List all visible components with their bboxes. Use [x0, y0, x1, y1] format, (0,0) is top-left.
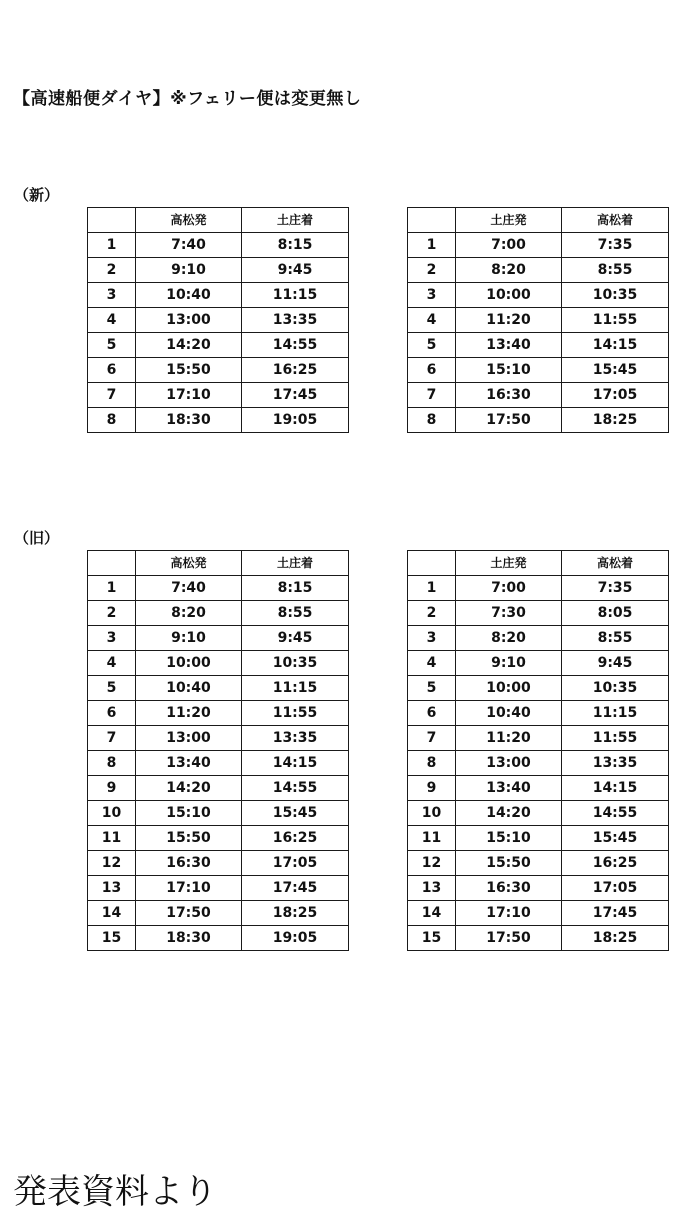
- table-row: [88, 901, 349, 926]
- table-row: [88, 701, 349, 726]
- trip-number: 5: [88, 333, 136, 358]
- departure-time: 17:50: [136, 901, 242, 926]
- table-row: [88, 383, 349, 408]
- trip-number: 8: [408, 408, 456, 433]
- trip-number: 14: [88, 901, 136, 926]
- arrival-time: 17:45: [242, 876, 349, 901]
- departure-time: 11:20: [136, 701, 242, 726]
- departure-time: 15:50: [136, 826, 242, 851]
- trip-number: 8: [88, 408, 136, 433]
- trip-number: 12: [88, 851, 136, 876]
- arrival-time: 11:15: [242, 676, 349, 701]
- arrival-time: 14:15: [242, 751, 349, 776]
- arrival-time: 17:05: [562, 876, 669, 901]
- trip-number: 1: [88, 576, 136, 601]
- departure-time: 16:30: [456, 383, 562, 408]
- table-row: [88, 876, 349, 901]
- arrival-time: 16:25: [242, 826, 349, 851]
- trip-number: 8: [88, 751, 136, 776]
- trip-number: 13: [88, 876, 136, 901]
- table-header-row: [88, 551, 349, 576]
- departure-time: 15:50: [456, 851, 562, 876]
- table-row: [88, 283, 349, 308]
- header-blank: [88, 208, 136, 233]
- arrival-time: 15:45: [562, 826, 669, 851]
- trip-number: 8: [408, 751, 456, 776]
- departure-time: 13:40: [136, 751, 242, 776]
- trip-number: 7: [88, 383, 136, 408]
- trip-number: 6: [88, 701, 136, 726]
- arrival-time: 15:45: [562, 358, 669, 383]
- arrival-time: 9:45: [242, 258, 349, 283]
- arrival-time: 18:25: [562, 408, 669, 433]
- trip-number: 1: [88, 233, 136, 258]
- header-departure: 高松発: [136, 551, 242, 576]
- trip-number: 2: [88, 258, 136, 283]
- table-row: [408, 258, 669, 283]
- header-blank: [408, 208, 456, 233]
- departure-time: 16:30: [136, 851, 242, 876]
- table-row: [408, 726, 669, 751]
- trip-number: 2: [408, 258, 456, 283]
- table-row: [408, 676, 669, 701]
- arrival-time: 14:15: [562, 776, 669, 801]
- arrival-time: 7:35: [562, 576, 669, 601]
- arrival-time: 8:15: [242, 233, 349, 258]
- trip-number: 5: [408, 676, 456, 701]
- trip-number: 14: [408, 901, 456, 926]
- departure-time: 9:10: [456, 651, 562, 676]
- arrival-time: 10:35: [562, 676, 669, 701]
- arrival-time: 15:45: [242, 801, 349, 826]
- departure-time: 15:10: [136, 801, 242, 826]
- departure-time: 10:40: [136, 283, 242, 308]
- trip-number: 2: [88, 601, 136, 626]
- table-row: [88, 801, 349, 826]
- table-row: [408, 701, 669, 726]
- trip-number: 7: [408, 383, 456, 408]
- table-row: [88, 751, 349, 776]
- arrival-time: 8:15: [242, 576, 349, 601]
- arrival-time: 14:15: [562, 333, 669, 358]
- arrival-time: 13:35: [242, 726, 349, 751]
- arrival-time: 13:35: [242, 308, 349, 333]
- section-label-old: （旧）: [14, 529, 60, 547]
- trip-number: 15: [408, 926, 456, 951]
- table-row: [88, 626, 349, 651]
- table-row: [88, 601, 349, 626]
- departure-time: 8:20: [456, 626, 562, 651]
- departure-time: 8:20: [136, 601, 242, 626]
- arrival-time: 7:35: [562, 233, 669, 258]
- departure-time: 10:00: [136, 651, 242, 676]
- trip-number: 5: [88, 676, 136, 701]
- table-row: [88, 651, 349, 676]
- departure-time: 18:30: [136, 926, 242, 951]
- trip-number: 5: [408, 333, 456, 358]
- departure-time: 13:40: [456, 333, 562, 358]
- departure-time: 11:20: [456, 726, 562, 751]
- arrival-time: 11:15: [562, 701, 669, 726]
- table-row: [408, 901, 669, 926]
- header-blank: [408, 551, 456, 576]
- arrival-time: 18:25: [242, 901, 349, 926]
- table-row: [408, 333, 669, 358]
- departure-time: 18:30: [136, 408, 242, 433]
- trip-number: 11: [88, 826, 136, 851]
- trip-number: 1: [408, 233, 456, 258]
- arrival-time: 19:05: [242, 926, 349, 951]
- trip-number: 6: [408, 701, 456, 726]
- table-row: [408, 751, 669, 776]
- table-row: [408, 651, 669, 676]
- departure-time: 14:20: [136, 776, 242, 801]
- departure-time: 15:50: [136, 358, 242, 383]
- arrival-time: 16:25: [562, 851, 669, 876]
- departure-time: 8:20: [456, 258, 562, 283]
- departure-time: 13:00: [136, 726, 242, 751]
- trip-number: 3: [408, 283, 456, 308]
- trip-number: 9: [88, 776, 136, 801]
- arrival-time: 8:05: [562, 601, 669, 626]
- arrival-time: 17:45: [242, 383, 349, 408]
- section-label-new: （新）: [14, 186, 60, 204]
- trip-number: 6: [88, 358, 136, 383]
- trip-number: 4: [88, 308, 136, 333]
- table-row: [88, 408, 349, 433]
- table-row: [408, 926, 669, 951]
- table-header-row: [408, 208, 669, 233]
- table-header-row: [88, 208, 349, 233]
- departure-time: 10:00: [456, 676, 562, 701]
- arrival-time: 14:55: [242, 333, 349, 358]
- table-row: [408, 876, 669, 901]
- trip-number: 4: [408, 651, 456, 676]
- table-row: [408, 576, 669, 601]
- departure-time: 14:20: [136, 333, 242, 358]
- table-row: [88, 851, 349, 876]
- trip-number: 7: [88, 726, 136, 751]
- departure-time: 17:10: [136, 383, 242, 408]
- departure-time: 15:10: [456, 826, 562, 851]
- trip-number: 10: [408, 801, 456, 826]
- trip-number: 6: [408, 358, 456, 383]
- table-row: [88, 676, 349, 701]
- timetable-new-takamatsu-to-tonosho: [87, 207, 349, 433]
- trip-number: 11: [408, 826, 456, 851]
- table-row: [88, 233, 349, 258]
- trip-number: 3: [88, 283, 136, 308]
- table-row: [88, 926, 349, 951]
- trip-number: 13: [408, 876, 456, 901]
- table-row: [88, 826, 349, 851]
- trip-number: 4: [408, 308, 456, 333]
- trip-number: 12: [408, 851, 456, 876]
- arrival-time: 18:25: [562, 926, 669, 951]
- departure-time: 10:00: [456, 283, 562, 308]
- arrival-time: 8:55: [242, 601, 349, 626]
- departure-time: 17:50: [456, 926, 562, 951]
- timetable-old-tonosho-to-takamatsu: [407, 550, 669, 951]
- table-row: [88, 726, 349, 751]
- timetable-new-tonosho-to-takamatsu: [407, 207, 669, 433]
- arrival-time: 16:25: [242, 358, 349, 383]
- departure-time: 9:10: [136, 626, 242, 651]
- departure-time: 7:00: [456, 233, 562, 258]
- trip-number: 1: [408, 576, 456, 601]
- departure-time: 17:10: [136, 876, 242, 901]
- table-row: [408, 776, 669, 801]
- table-row: [408, 408, 669, 433]
- trip-number: 15: [88, 926, 136, 951]
- departure-time: 17:50: [456, 408, 562, 433]
- table-row: [408, 233, 669, 258]
- arrival-time: 14:55: [242, 776, 349, 801]
- table-row: [88, 358, 349, 383]
- departure-time: 13:40: [456, 776, 562, 801]
- table-row: [88, 258, 349, 283]
- departure-time: 16:30: [456, 876, 562, 901]
- document-title: 【高速船便ダイヤ】※フェリー便は変更無し: [13, 89, 362, 109]
- trip-number: 2: [408, 601, 456, 626]
- arrival-time: 11:55: [242, 701, 349, 726]
- arrival-time: 10:35: [242, 651, 349, 676]
- departure-time: 7:30: [456, 601, 562, 626]
- arrival-time: 8:55: [562, 626, 669, 651]
- header-arrival: 高松着: [562, 208, 669, 233]
- arrival-time: 10:35: [562, 283, 669, 308]
- arrival-time: 17:05: [562, 383, 669, 408]
- arrival-time: 14:55: [562, 801, 669, 826]
- header-departure: 土庄発: [456, 208, 562, 233]
- trip-number: 7: [408, 726, 456, 751]
- table-row: [408, 626, 669, 651]
- arrival-time: 11:55: [562, 308, 669, 333]
- table-row: [408, 283, 669, 308]
- departure-time: 17:10: [456, 901, 562, 926]
- departure-time: 13:00: [456, 751, 562, 776]
- arrival-time: 17:05: [242, 851, 349, 876]
- arrival-time: 13:35: [562, 751, 669, 776]
- departure-time: 11:20: [456, 308, 562, 333]
- departure-time: 7:00: [456, 576, 562, 601]
- table-row: [88, 333, 349, 358]
- arrival-time: 8:55: [562, 258, 669, 283]
- table-row: [88, 576, 349, 601]
- departure-time: 15:10: [456, 358, 562, 383]
- header-blank: [88, 551, 136, 576]
- departure-time: 13:00: [136, 308, 242, 333]
- table-row: [408, 601, 669, 626]
- table-row: [408, 826, 669, 851]
- timetable-old-takamatsu-to-tonosho: [87, 550, 349, 951]
- trip-number: 3: [408, 626, 456, 651]
- table-header-row: [408, 551, 669, 576]
- arrival-time: 11:15: [242, 283, 349, 308]
- arrival-time: 9:45: [242, 626, 349, 651]
- source-note: 発表資料より: [13, 1172, 217, 1212]
- header-departure: 高松発: [136, 208, 242, 233]
- table-row: [88, 776, 349, 801]
- header-arrival: 土庄着: [242, 208, 349, 233]
- trip-number: 3: [88, 626, 136, 651]
- header-arrival: 高松着: [562, 551, 669, 576]
- arrival-time: 19:05: [242, 408, 349, 433]
- arrival-time: 11:55: [562, 726, 669, 751]
- header-departure: 土庄発: [456, 551, 562, 576]
- arrival-time: 17:45: [562, 901, 669, 926]
- departure-time: 9:10: [136, 258, 242, 283]
- table-row: [408, 358, 669, 383]
- table-row: [408, 801, 669, 826]
- departure-time: 10:40: [456, 701, 562, 726]
- header-arrival: 土庄着: [242, 551, 349, 576]
- trip-number: 9: [408, 776, 456, 801]
- departure-time: 7:40: [136, 576, 242, 601]
- departure-time: 14:20: [456, 801, 562, 826]
- table-row: [88, 308, 349, 333]
- trip-number: 10: [88, 801, 136, 826]
- table-row: [408, 851, 669, 876]
- table-row: [408, 308, 669, 333]
- departure-time: 7:40: [136, 233, 242, 258]
- arrival-time: 9:45: [562, 651, 669, 676]
- table-row: [408, 383, 669, 408]
- departure-time: 10:40: [136, 676, 242, 701]
- trip-number: 4: [88, 651, 136, 676]
